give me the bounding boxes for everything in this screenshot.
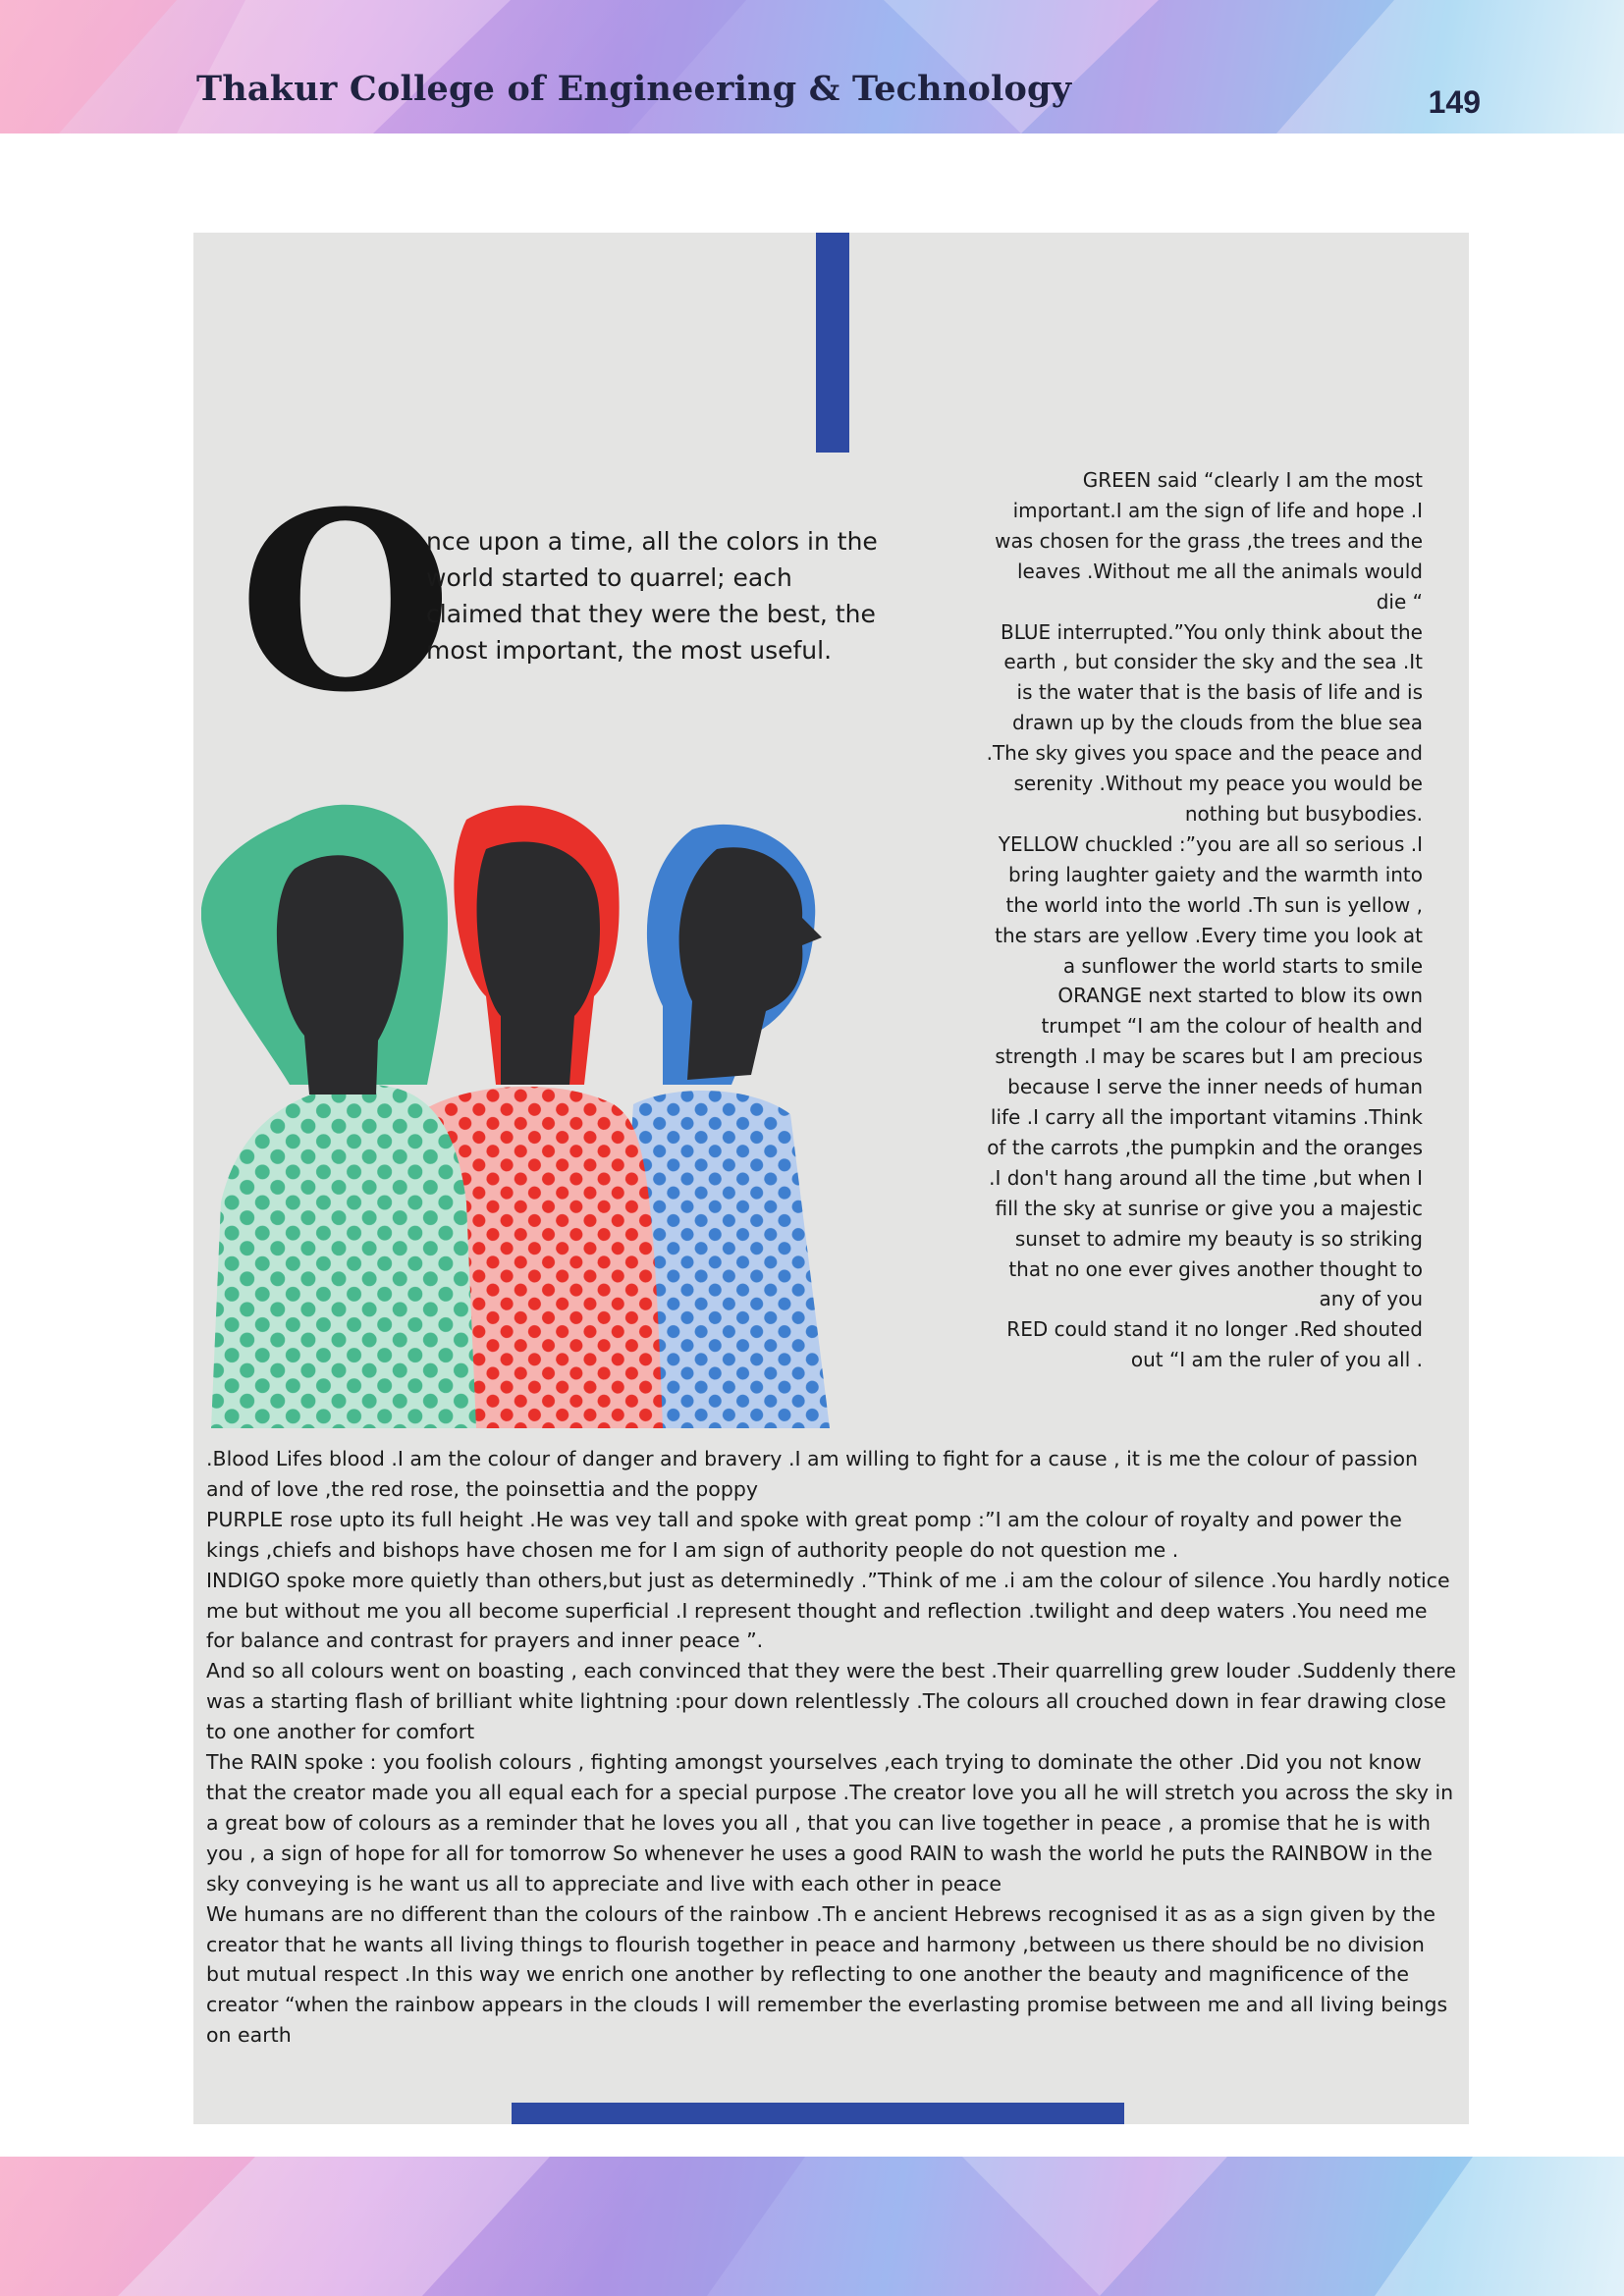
paragraph-boasting: And so all colours went on boasting , each convinced that they were the best .Their quarrelling grew louder .Suddenly there was a starting flash of brilliant white lightning :pour down relentlessly .The colours all crouched down in fear drawing close to one another for comfort bbox=[206, 1659, 1456, 1744]
page-number: 149 bbox=[1428, 84, 1481, 120]
paragraph-purple: PURPLE rose upto its full height .He was vey tall and spoke with great pomp :”I am the colour of royalty and power the kings ,chiefs and bishops have chosen me for I am sign of authority people do not question me . bbox=[206, 1507, 1402, 1562]
paragraph-green: GREEN said “clearly I am the most important.I am the sign of life and hope .I was chosen for the grass ,the trees and the leaves .Without me all the animals would die “ bbox=[995, 468, 1423, 614]
right-column-text bbox=[985, 465, 1423, 1375]
accent-bar-bottom bbox=[512, 2103, 1124, 2124]
footer-pattern bbox=[0, 2157, 1624, 2296]
header-pattern bbox=[0, 0, 1624, 133]
paragraph-red-continued: .Blood Lifes blood .I am the colour of danger and bravery .I am willing to fight for a cause , it is me the colour of passion and of love ,the red rose, the poinsettia and the poppy bbox=[206, 1447, 1418, 1501]
three-people-illustration bbox=[201, 790, 957, 1428]
paragraph-red: RED could stand it no longer .Red shouted out “I am the ruler of you all . bbox=[1006, 1317, 1423, 1372]
green-figure bbox=[201, 805, 476, 1428]
header-title: Thakur College of Engineering & Technology bbox=[196, 69, 1072, 109]
footer-band bbox=[0, 2157, 1624, 2296]
full-width-text bbox=[206, 1444, 1458, 2051]
paragraph-indigo: INDIGO spoke more quietly than others,but just as determinedly .”Think of me .i am the colour of silence .You hardly notice me but without me you all become superficial .I represent thought and reflection .twilight and deep waters .You need me for balance and contrast for prayers and inner peace ”. bbox=[206, 1568, 1450, 1653]
header-band bbox=[0, 0, 1624, 133]
drop-cap: O bbox=[239, 457, 453, 746]
paragraph-blue: BLUE interrupted.”You only think about the earth , but consider the sky and the sea .It is the water that is the basis of life and is drawn up by the clouds from the blue sea .The sky gives you space and the peace and serenity .Without my peace you would be nothing but busybodies. bbox=[986, 619, 1423, 826]
paragraph-humans: We humans are no different than the colours of the rainbow .Th e ancient Hebrews recognised it as as a sign given by the creator that he wants all living things to flourish together in peace and harmony ,between us there should be no division but mutual respect .In this way we enrich one another by reflecting to one another the beauty and magnificence of the creator “when the rainbow appears in the clouds I will remember the everlasting promise between me and all living beings on earth bbox=[206, 1901, 1448, 2048]
intro-paragraph: nce upon a time, all the colors in the world started to quarrel; each claimed that they were the best, the most important, the most useful. bbox=[426, 527, 878, 665]
paragraph-yellow: YELLOW chuckled :”you are all so serious .I bring laughter gaiety and the warmth into the world into the world .Th sun is yellow , the stars are yellow .Every time you look at a sunflower the world starts to smile bbox=[995, 831, 1423, 978]
paragraph-orange: ORANGE next started to blow its own trumpet “I am the colour of health and strength .I may be scares but I am precious because I serve the inner needs of human life .I carry all the important vitamins .Think of the carrots ,the pumpkin and the oranges .I don't hang around all the time ,but when I fill the sky at sunrise or give you a majestic sunset to admire my beauty is so striking that no one ever gives another thought to any of you bbox=[987, 984, 1423, 1311]
paragraph-rain: The RAIN spoke : you foolish colours , fighting amongst yourselves ,each trying to dominate the other .Did you not know that the creator made you all equal each for a special purpose .The creator love you all he will stretch you across the sky in a great bow of colours as a reminder that he loves you all , that you can live together in peace , a promise that he is with you , a sign of hope for all for tomorrow So whenever he uses a good RAIN to wash the world he puts the RAINBOW in the sky conveying is he want us all to appreciate and live with each other in peace bbox=[206, 1750, 1454, 1896]
accent-bar-top bbox=[816, 233, 849, 453]
